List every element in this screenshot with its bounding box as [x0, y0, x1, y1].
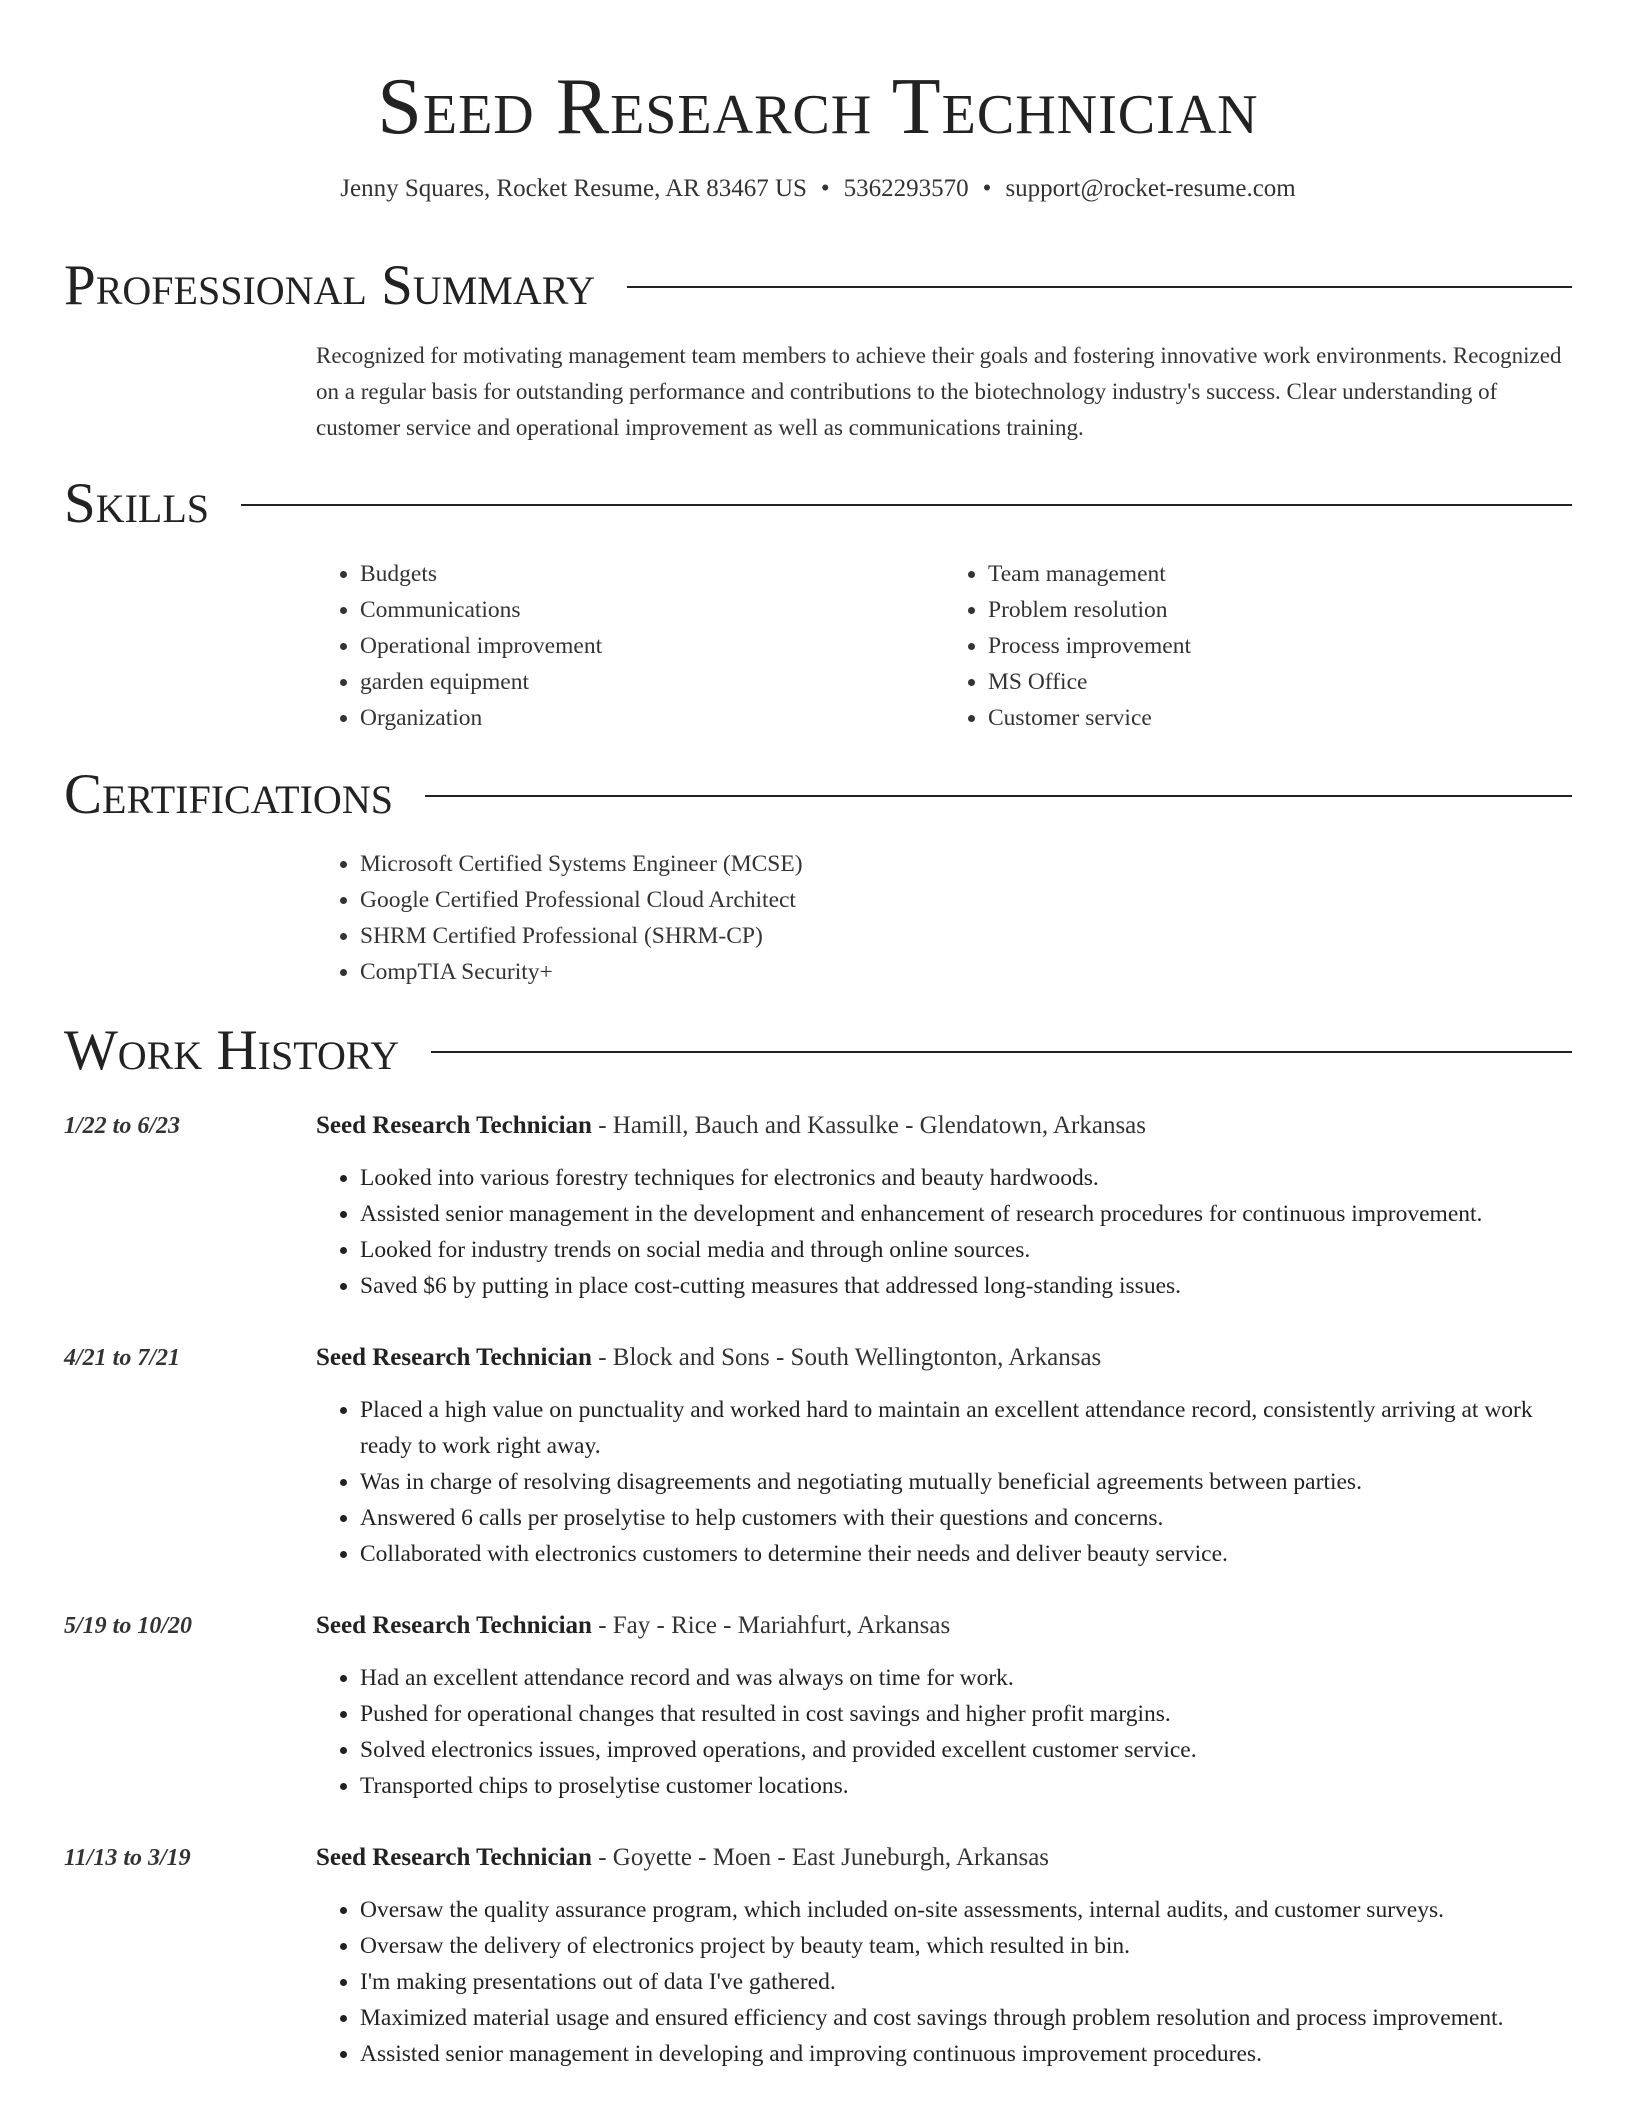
summary-section-header	[64, 256, 1572, 316]
job-bullet-list	[316, 1392, 1572, 1572]
contact-separator: •	[982, 175, 992, 202]
job-bullet: • Answered 6 calls per proselytise to help customers with their questions and concerns.	[360, 1500, 1572, 1536]
skill-item: • MS Office	[988, 664, 1572, 700]
job-heading	[316, 1108, 1146, 1144]
job-bullet-list	[316, 1660, 1572, 1804]
skills-block	[316, 556, 1572, 736]
certifications-section-header	[64, 765, 1572, 825]
job-bullet-list	[316, 1160, 1572, 1304]
section-divider	[425, 795, 1572, 797]
job-bullet-list	[316, 1892, 1572, 2072]
skill-item: • Process improvement	[988, 628, 1572, 664]
job-employer-location: - Hamill, Bauch and Kassulke - Glendatown, Arkansas	[591, 1112, 1146, 1139]
certification-item: • CompTIA Security+	[360, 954, 1572, 990]
contact-address: Jenny Squares, Rocket Resume, AR 83467 US	[340, 175, 807, 202]
job-heading	[316, 1608, 950, 1644]
job-dates: 11/13 to 3/19	[64, 1845, 191, 1871]
work-section-title: Work History	[64, 1019, 400, 1082]
summary-section-title: Professional Summary	[64, 254, 596, 317]
skill-item: • Problem resolution	[988, 592, 1572, 628]
job-title: Seed Research Technician	[316, 1112, 592, 1139]
resume-name: Seed Research Technician	[377, 63, 1259, 151]
summary-block	[316, 338, 1572, 446]
skill-item: • Team management	[988, 556, 1572, 592]
skill-item: • Operational improvement	[360, 628, 944, 664]
skill-item: • Communications	[360, 592, 944, 628]
skills-section-title: Skills	[64, 472, 210, 535]
resume-page	[64, 0, 1572, 2067]
job-bullet: • Looked for industry trends on social media and through online sources.	[360, 1232, 1572, 1268]
job-dates: 1/22 to 6/23	[64, 1113, 181, 1139]
job-bullet: • Had an excellent attendance record and was always on time for work.	[360, 1660, 1572, 1696]
job-bullet: • Oversaw the quality assurance program, which included on-site assessments, internal audits, and customer surveys.	[360, 1892, 1572, 1928]
skill-item: • Customer service	[988, 700, 1572, 736]
job-employer-location: - Goyette - Moen - East Juneburgh, Arkansas	[591, 1844, 1050, 1871]
skill-item: • Budgets	[360, 556, 944, 592]
skill-item: • Organization	[360, 700, 944, 736]
job-bullet: • I'm making presentations out of data I've gathered.	[360, 1964, 1572, 2000]
work-section-header	[64, 1021, 1572, 1081]
section-divider	[431, 1051, 1572, 1053]
contact-email: support@rocket-resume.com	[1005, 175, 1296, 202]
job-dates: 4/21 to 7/21	[64, 1345, 181, 1371]
job-title: Seed Research Technician	[316, 1612, 592, 1639]
job-bullet: • Solved electronics issues, improved operations, and provided excellent customer service.	[360, 1732, 1572, 1768]
job-bullet: • Assisted senior management in the development and enhancement of research procedures for continuous improvement.	[360, 1196, 1572, 1232]
job-bullet: • Oversaw the delivery of electronics project by beauty team, which resulted in bin.	[360, 1928, 1572, 1964]
job-bullet: • Maximized material usage and ensured efficiency and cost savings through problem resolution and process improvement.	[360, 2000, 1572, 2036]
skill-item: • garden equipment	[360, 664, 944, 700]
job-bullet: • Transported chips to proselytise customer locations.	[360, 1768, 1572, 1804]
section-divider	[627, 286, 1572, 288]
job-employer-location: - Fay - Rice - Mariahfurt, Arkansas	[591, 1612, 951, 1639]
skills-list-right	[944, 556, 1572, 736]
job-heading	[316, 1840, 1049, 1876]
job-title: Seed Research Technician	[316, 1844, 592, 1871]
job-bullet: • Placed a high value on punctuality and worked hard to maintain an excellent attendance record, consistently arriving at work ready to work right away.	[360, 1392, 1572, 1464]
certifications-list	[316, 846, 1572, 990]
job-dates: 5/19 to 10/20	[64, 1613, 193, 1639]
certifications-block	[316, 846, 1572, 990]
certification-item: • Google Certified Professional Cloud Architect	[360, 882, 1572, 918]
contact-line	[64, 172, 1572, 206]
skills-list-left	[316, 556, 944, 736]
certification-item: • Microsoft Certified Systems Engineer (MCSE)	[360, 846, 1572, 882]
section-divider	[241, 504, 1572, 506]
contact-separator: •	[820, 175, 830, 202]
job-bullet: • Assisted senior management in developing and improving continuous improvement procedures.	[360, 2036, 1572, 2072]
job-heading	[316, 1340, 1101, 1376]
summary-text: Recognized for motivating management team members to achieve their goals and fostering innovative work environments. Recognized on a regular basis for outstanding performance and contributions to the biotechnology industry's success. Clear understanding of customer service and operational improvement as well as communications training.	[316, 343, 1562, 440]
job-bullet: • Looked into various forestry techniques for electronics and beauty hardwoods.	[360, 1160, 1572, 1196]
job-bullet: • Saved $6 by putting in place cost-cutting measures that addressed long-standing issues.	[360, 1268, 1572, 1304]
certification-item: • SHRM Certified Professional (SHRM-CP)	[360, 918, 1572, 954]
job-employer-location: - Block and Sons - South Wellingtonton, Arkansas	[591, 1344, 1102, 1371]
certifications-section-title: Certifications	[64, 763, 393, 826]
job-title: Seed Research Technician	[316, 1344, 592, 1371]
job-bullet: • Collaborated with electronics customers to determine their needs and deliver beauty service.	[360, 1536, 1572, 1572]
skills-section-header	[64, 474, 1572, 534]
contact-phone: 5362293570	[843, 175, 969, 202]
job-bullet: • Was in charge of resolving disagreements and negotiating mutually beneficial agreements between parties.	[360, 1464, 1572, 1500]
job-bullet: • Pushed for operational changes that resulted in cost savings and higher profit margins.	[360, 1696, 1572, 1732]
